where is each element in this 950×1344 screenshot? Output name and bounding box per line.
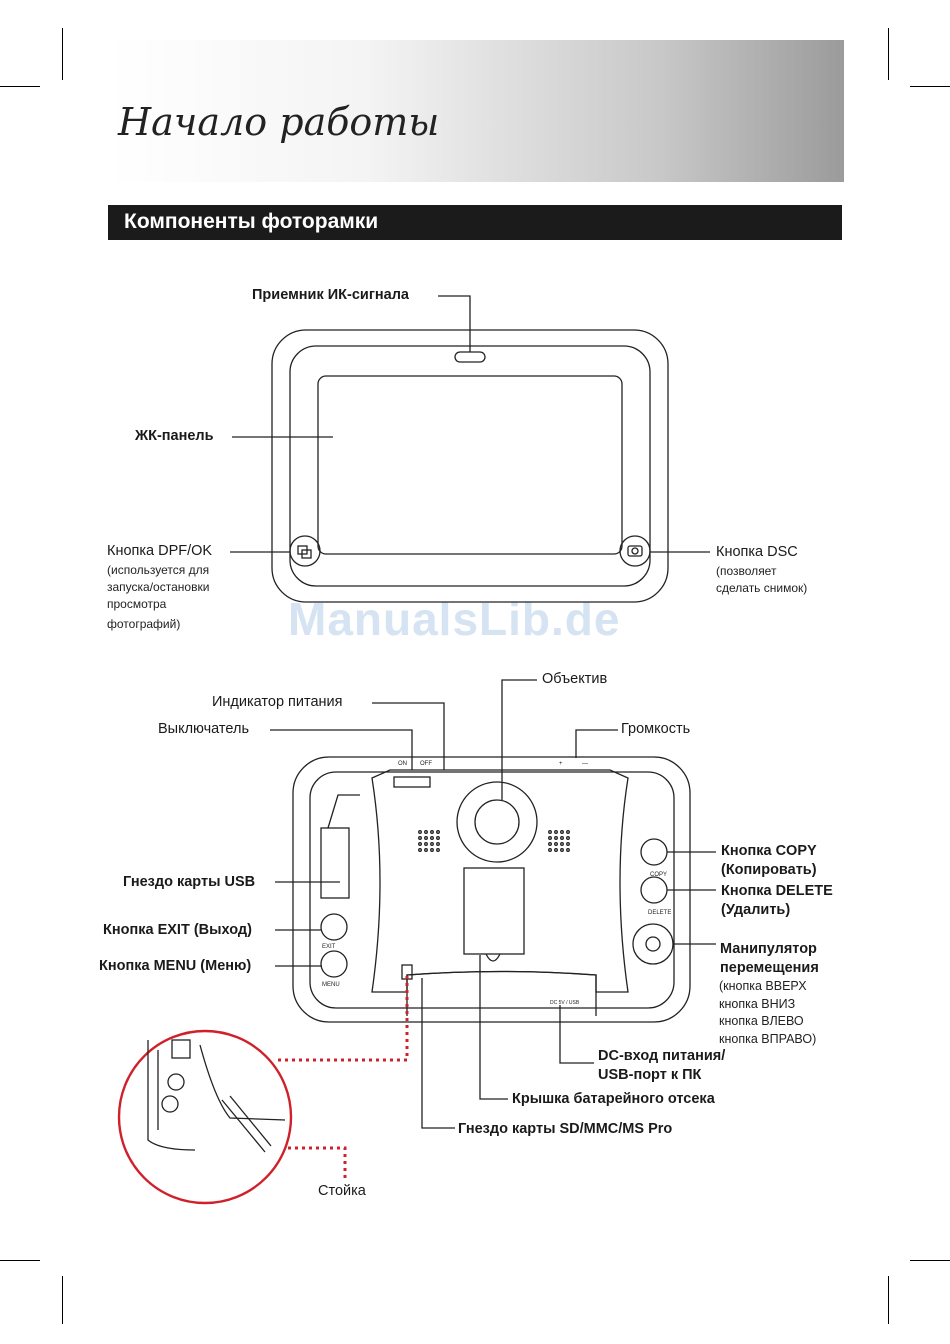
label-power-led: Индикатор питания	[212, 694, 343, 710]
label-switch: Выключатель	[158, 721, 249, 737]
delete-button	[641, 877, 667, 903]
on-mark: ON	[398, 761, 407, 767]
copy-button	[641, 839, 667, 865]
exit-mark: EXIT	[322, 944, 336, 950]
label-lens: Объектив	[542, 671, 608, 687]
label-lcd: ЖК-панель	[135, 428, 214, 444]
front-frame-outer	[272, 330, 668, 602]
minus-mark: —	[582, 761, 588, 767]
dcusb-mark: DC 5V / USB	[550, 1000, 580, 1006]
nav-note: (кнопка ВВЕРХ кнопка ВНИЗ кнопка ВЛЕВО кнопка ВПРАВО)	[719, 979, 817, 1046]
label-dpf: Кнопка DPF/OK	[107, 543, 213, 559]
dpf-button	[290, 536, 320, 566]
copy-mark: COPY	[650, 872, 668, 878]
label-copy: Кнопка COPY (Копировать)	[721, 843, 817, 878]
lcd-panel	[318, 376, 622, 554]
ir-receiver	[455, 352, 485, 362]
stand-slot	[486, 954, 500, 961]
back-body	[372, 770, 628, 992]
label-volume: Громкость	[621, 721, 691, 737]
battery-cover	[464, 868, 524, 954]
label-exit: Кнопка EXIT (Выход)	[103, 922, 252, 938]
label-battery-cover: Крышка батарейного отсека	[512, 1091, 715, 1107]
page-title: Начало работы	[118, 100, 440, 144]
label-stand: Стойка	[318, 1183, 366, 1199]
usb-stick	[321, 828, 349, 898]
speaker-grille	[419, 831, 570, 852]
delete-mark: DELETE	[648, 910, 672, 916]
power-switch	[394, 777, 430, 787]
label-nav: Манипулятор перемещения	[720, 941, 819, 976]
menu-mark: MENU	[322, 982, 340, 988]
front-frame-inner	[290, 346, 650, 586]
dsc-note: (позволяет сделать снимок)	[716, 564, 808, 595]
label-sd-slot: Гнездо карты SD/MMC/MS Pro	[458, 1121, 673, 1137]
label-menu: Кнопка MENU (Меню)	[99, 958, 252, 974]
dsc-button	[620, 536, 650, 566]
back-frame-outer	[293, 757, 690, 1022]
section-title: Компоненты фоторамки	[124, 210, 379, 233]
stand-callout	[119, 972, 407, 1203]
plus-mark: +	[559, 761, 563, 767]
menu-button	[321, 951, 347, 977]
dpf-note: (используется для запуска/остановки просмотра фотографий)	[107, 563, 210, 631]
label-ir-receiver: Приемник ИК-сигнала	[252, 287, 409, 303]
nav-pad	[633, 924, 673, 964]
label-dsc: Кнопка DSC	[716, 544, 798, 560]
label-dc-usb: DC-вход питания/ USB-порт к ПК	[598, 1048, 726, 1083]
off-mark: OFF	[420, 761, 432, 767]
lens-outer	[457, 782, 537, 862]
watermark: ManualsLib.de	[288, 593, 621, 645]
exit-button	[321, 914, 347, 940]
label-delete: Кнопка DELETE (Удалить)	[721, 883, 833, 918]
lens-inner	[475, 800, 519, 844]
label-usb-slot: Гнездо карты USB	[123, 874, 256, 890]
